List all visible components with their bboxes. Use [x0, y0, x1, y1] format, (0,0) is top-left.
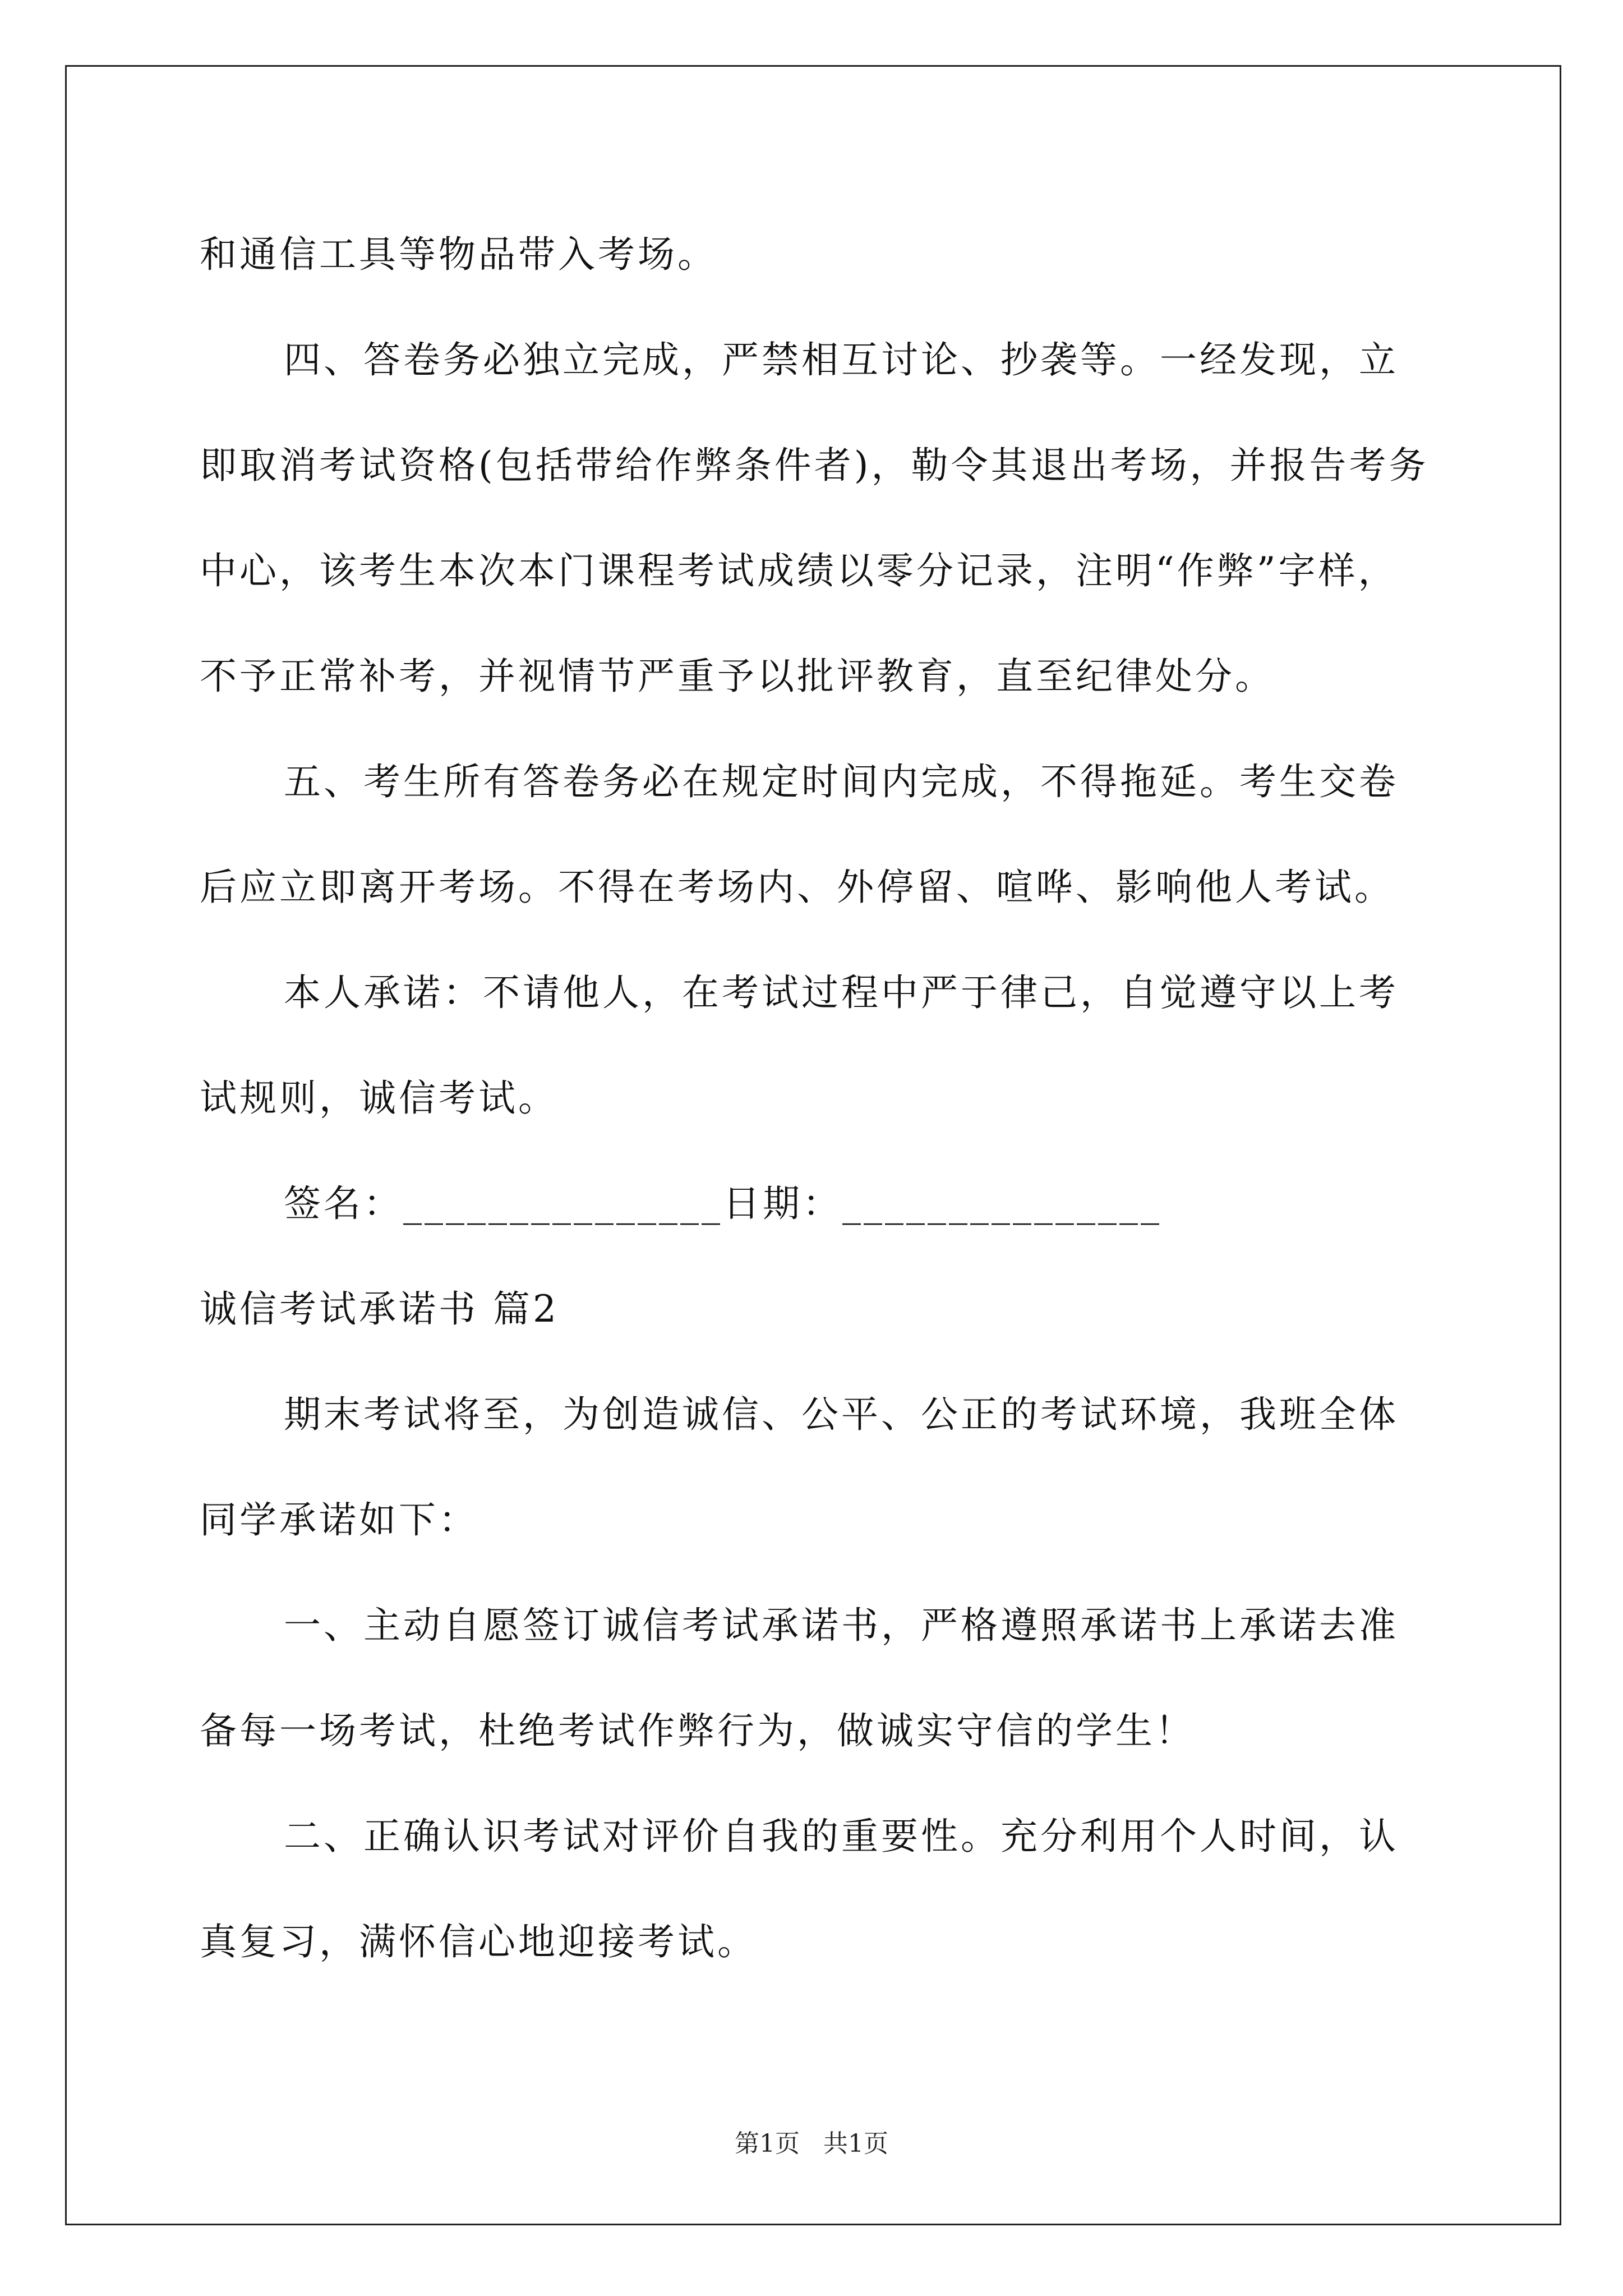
- paragraph: 四、答卷务必独立完成，严禁相互讨论、抄袭等。一经发现，立即取消考试资格(包括带给作弊条件者)，勒令其退出考场，并报告考务中心，该考生本次本门课程考试成绩以零分记录，注明“作弊”字样，不予正常补考，并视情节严重予以批评教育，直至纪律处分。: [200, 338, 1429, 698]
- paragraph: 本人承诺：不请他人，在考试过程中严于律己，自觉遵守以上考试规则，诚信考试。: [200, 971, 1399, 1120]
- signature-line: 签名：_______________日期：_______________: [284, 1182, 1162, 1225]
- section-heading: 诚信考试承诺书 篇2: [200, 1287, 559, 1331]
- paragraph: 期末考试将至，为创造诚信、公平、公正的考试环境，我班全体同学承诺如下：: [200, 1393, 1399, 1542]
- page-footer: [0, 2127, 1623, 2161]
- document-body: [200, 202, 1433, 1995]
- page-total: 共1页: [823, 2129, 888, 2158]
- page-number: 第1页: [735, 2129, 800, 2158]
- paragraph: 和通信工具等物品带入考场。: [200, 233, 717, 276]
- paragraph: 二、正确认识考试对评价自我的重要性。充分利用个人时间，认真复习，满怀信心地迎接考试。: [200, 1815, 1399, 1963]
- paragraph: 五、考生所有答卷务必在规定时间内完成，不得拖延。考生交卷后应立即离开考场。不得在考场内、外停留、喧哗、影响他人考试。: [200, 760, 1399, 909]
- paragraph: 一、主动自愿签订诚信考试承诺书，严格遵照承诺书上承诺去准备每一场考试，杜绝考试作弊行为，做诚实守信的学生！: [200, 1604, 1399, 1752]
